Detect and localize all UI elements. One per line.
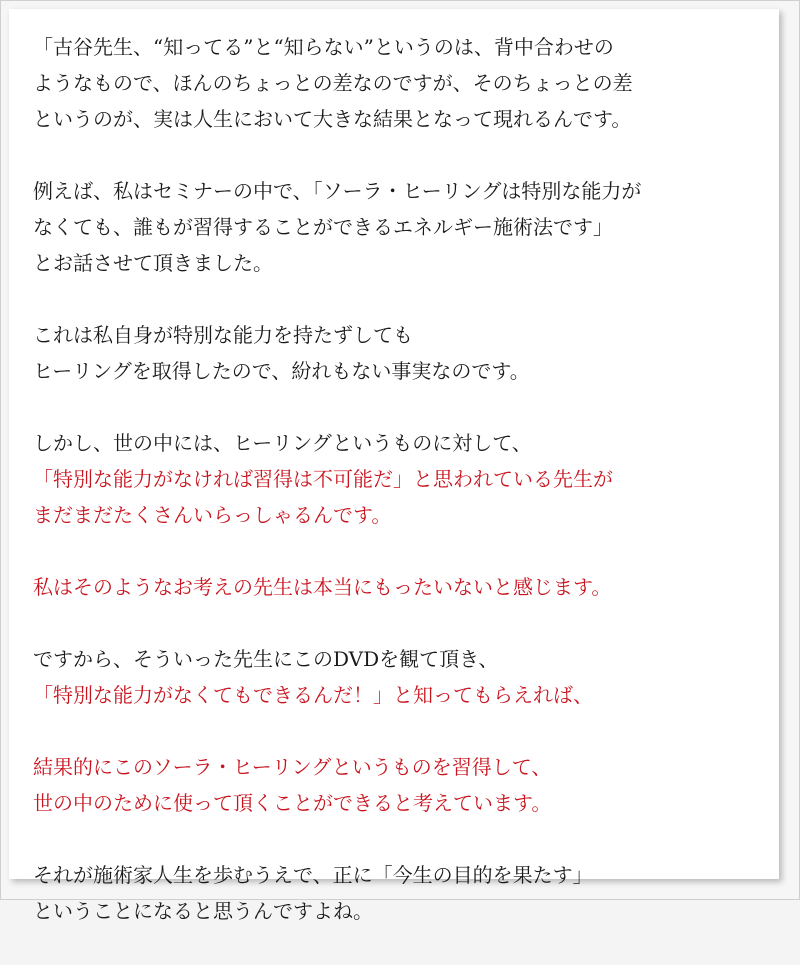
- text-line: なくても、誰もが習得することができるエネルギー施術法です」: [33, 215, 613, 239]
- text-line: しかし、世の中には、ヒーリングというものに対して、: [33, 431, 532, 455]
- highlighted-text-line: まだまだたくさんいらっしゃるんです。: [33, 503, 392, 527]
- document-body: [33, 29, 763, 965]
- text-line: それが施術家人生を歩むうえで、正に「今生の目的を果たす」: [33, 863, 593, 887]
- paragraph: [33, 857, 763, 929]
- paragraph: [33, 749, 763, 821]
- text-line: ようなもので、ほんのちょっとの差なのですが、そのちょっとの差: [33, 71, 633, 95]
- text-line: ですから、そういった先生にこのDVDを観て頂き、: [33, 647, 499, 671]
- text-line: というのが、実は人生において大きな結果となって現れるんです。: [33, 107, 632, 131]
- text-line: これは私自身が特別な能力を持たずしても: [33, 323, 413, 347]
- paragraph: [33, 29, 763, 137]
- text-line: 「古谷先生、“知ってる”と“知らない”というのは、背中合わせの: [33, 35, 614, 59]
- paragraph: [33, 425, 763, 533]
- text-line: ということになると思うんですよね。: [33, 899, 373, 923]
- text-line: とお話させて頂きました。: [33, 251, 273, 275]
- highlighted-text-line: 私はそのようなお考えの先生は本当にもったいないと感じます。: [33, 575, 612, 599]
- text-line: 例えば、私はセミナーの中で、「ソーラ・ヒーリングは特別な能力が: [33, 179, 642, 203]
- paragraph: [33, 569, 763, 605]
- document-page: [9, 9, 779, 923]
- highlighted-text-line: 結果的にこのソーラ・ヒーリングというものを習得して、: [33, 755, 552, 779]
- highlighted-text-line: 世の中のために使って頂くことができると考えています。: [33, 791, 552, 815]
- paragraph: [33, 173, 763, 281]
- text-line: ヒーリングを取得したので、紛れもない事実なのです。: [33, 359, 530, 383]
- paragraph: [33, 317, 763, 389]
- highlighted-text-line: 「特別な能力がなければ習得は不可能だ」と思われている先生が: [33, 467, 613, 491]
- highlighted-text-line: 「特別な能力がなくてもできるんだ！」と知ってもらえれば、: [33, 683, 593, 707]
- paragraph: [33, 641, 763, 713]
